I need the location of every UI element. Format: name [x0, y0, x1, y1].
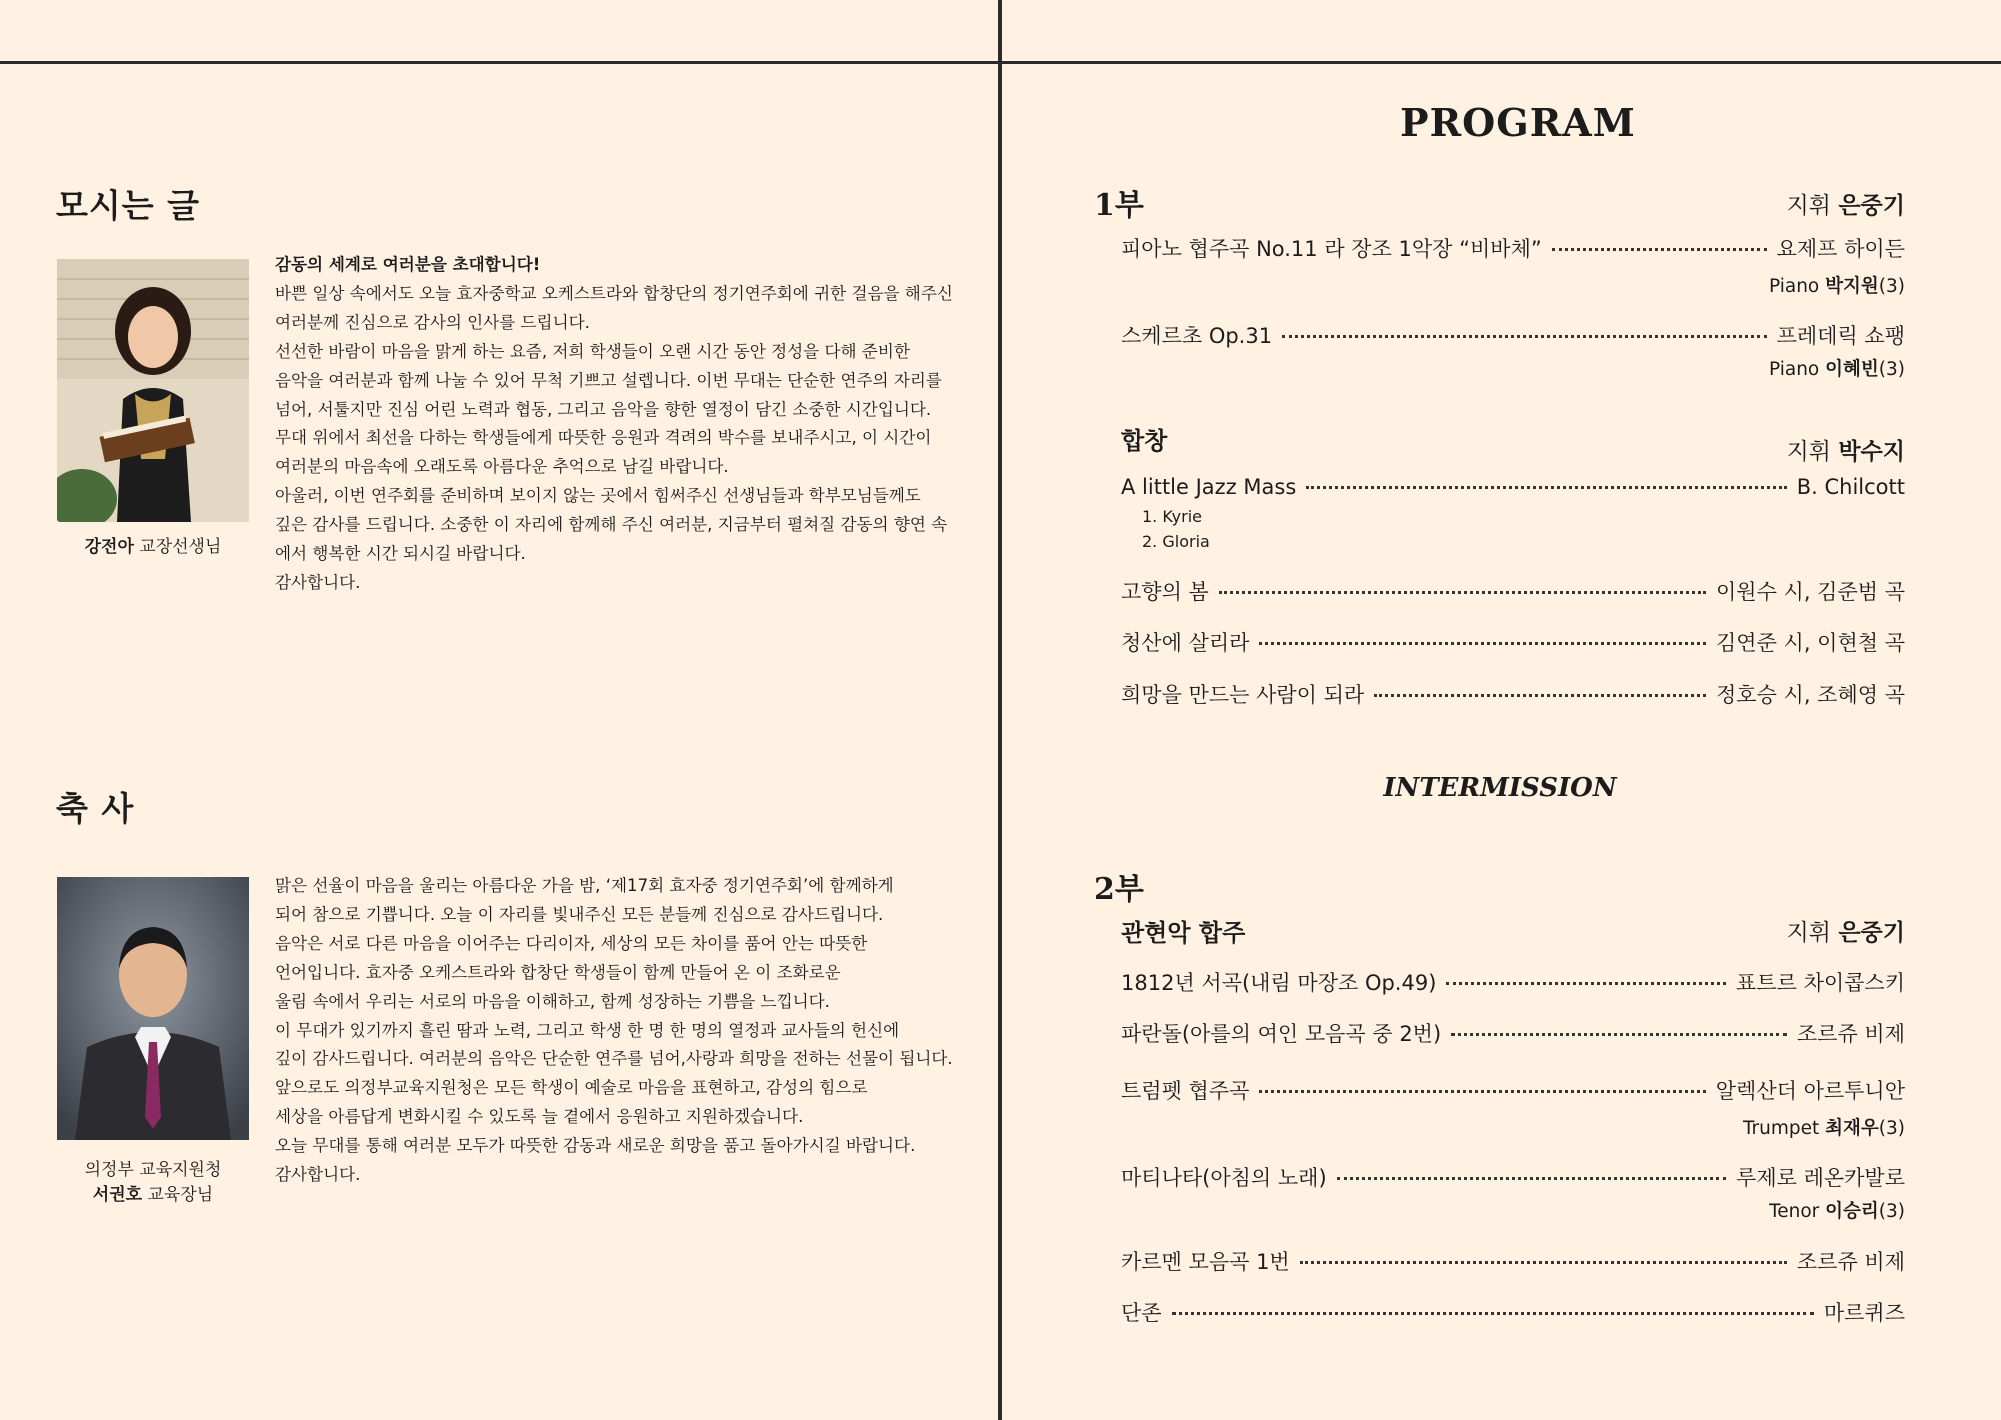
choir-conductor	[1787, 433, 1905, 466]
program-item	[1121, 1075, 1905, 1105]
part2-subhead: 관현악 합주	[1121, 918, 1246, 947]
performer-grade: (3)	[1878, 276, 1905, 297]
composer: 정호승 시, 조혜영 곡	[1716, 683, 1905, 707]
performer	[1769, 355, 1905, 381]
superintendent-photo	[57, 877, 249, 1140]
invitation-heading: 감동의 세계로 여러분을 초대합니다!	[275, 255, 541, 274]
dot-leader	[1446, 982, 1726, 985]
congrats-line: 맑은 선율이 마음을 울리는 아름다운 가을 밤, ‘제17회 효자중 정기연주회’에 함께하게	[275, 876, 894, 895]
intermission-label: INTERMISSION	[1383, 773, 1617, 803]
congrats-title: 축 사	[56, 789, 135, 828]
invitation-line: 바쁜 일상 속에서도 오늘 효자중학교 오케스트라와 합창단의 정기연주회에 귀한 걸음을 해주신	[275, 283, 953, 303]
program-item	[1121, 576, 1905, 606]
dot-leader	[1219, 591, 1706, 594]
program-item	[1121, 1018, 1905, 1048]
congrats-line: 세상을 아름답게 변화시킬 수 있도록 늘 곁에서 응원하고 지원하겠습니다.	[275, 1107, 804, 1127]
invitation-line: 여러분께 진심으로 감사의 인사를 드립니다.	[275, 312, 590, 332]
congrats-line: 울림 속에서 우리는 서로의 마음을 이해하고, 함께 성장하는 기쁨을 느낍니다.	[275, 991, 830, 1011]
principal-photo	[57, 259, 249, 522]
dot-leader	[1172, 1312, 1814, 1315]
invitation-title: 모시는 글	[56, 186, 201, 225]
performer-instrument: Trumpet	[1742, 1118, 1820, 1139]
congrats-line: 감사합니다.	[275, 1165, 361, 1185]
program-item	[1121, 967, 1905, 997]
performer-grade: (3)	[1878, 1118, 1905, 1139]
program-item	[1121, 679, 1905, 709]
invitation-line: 아울러, 이번 연주회를 준비하며 보이지 않는 곳에서 힘써주신 선생님들과 학부모님들께도	[275, 486, 921, 506]
invitation-line: 선선한 바람이 마음을 맑게 하는 요즘, 저희 학생들이 오랜 시간 동안 정성을 다해 준비한	[275, 341, 910, 361]
composer: 프레데릭 쇼팽	[1776, 324, 1905, 348]
dot-leader	[1282, 335, 1767, 338]
piece-title: 파란돌(아를의 여인 모음곡 중 2번)	[1121, 1022, 1442, 1046]
congrats-line: 앞으로도 의정부교육지원청은 모든 학생이 예술로 마음을 표현하고, 감성의 힘으로	[275, 1078, 868, 1098]
program-item	[1121, 233, 1905, 263]
program-title: PROGRAM	[1400, 100, 1636, 145]
piece-title: 고향의 봄	[1121, 580, 1209, 604]
piece-title: 마티나타(아침의 노래)	[1121, 1166, 1327, 1190]
performer-name: 최재우	[1825, 1118, 1879, 1139]
congrats-line: 깊이 감사드립니다. 여러분의 음악은 단순한 연주를 넘어,사랑과 희망을 전하는 선물이 됩니다.	[275, 1049, 953, 1069]
part1-conductor	[1787, 187, 1905, 220]
conductor-name: 은중기	[1838, 920, 1905, 946]
part2-conductor	[1787, 914, 1905, 947]
composer: 조르쥬 비제	[1796, 1022, 1905, 1046]
composer: 마르퀴즈	[1823, 1301, 1905, 1325]
superintendent-caption	[40, 1158, 266, 1208]
composer: 김연준 시, 이현철 곡	[1716, 631, 1905, 655]
invitation-line: 음악을 여러분과 함께 나눌 수 있어 무척 기쁘고 설렙니다. 이번 무대는 단순한 연주의 자리를	[275, 370, 942, 390]
invitation-body	[275, 251, 995, 598]
performer-grade: (3)	[1878, 359, 1905, 380]
movement: 2. Gloria	[1142, 532, 1210, 551]
congrats-line: 되어 참으로 기쁩니다. 오늘 이 자리를 빛내주신 모든 분들께 진심으로 감사드립니다.	[275, 904, 884, 924]
dot-leader	[1552, 248, 1767, 251]
performer	[1769, 272, 1905, 298]
program-item	[1121, 1297, 1905, 1327]
movement: 1. Kyrie	[1142, 507, 1203, 526]
dot-leader	[1306, 486, 1786, 489]
invitation-line: 무대 위에서 최선을 다하는 학생들에게 따뜻한 응원과 격려의 박수를 보내주시고, 이 시간이	[275, 428, 932, 448]
performer-name: 박지원	[1825, 276, 1879, 297]
piece-title: A little Jazz Mass	[1121, 475, 1297, 499]
piece-title: 청산에 살리라	[1121, 631, 1250, 655]
principal-name: 강전아	[84, 537, 134, 557]
superintendent-name: 서권호	[92, 1185, 143, 1205]
dot-leader	[1451, 1033, 1787, 1036]
congrats-line: 오늘 무대를 통해 여러분 모두가 따뜻한 감동과 새로운 희망을 품고 돌아가시길 바랍니다.	[275, 1136, 916, 1156]
part2-label: 2부	[1094, 872, 1144, 907]
dot-leader	[1259, 1090, 1705, 1093]
program-item	[1121, 1246, 1905, 1276]
invitation-line: 여러분의 마음속에 오래도록 아름다운 추억으로 남길 바랍니다.	[275, 457, 729, 477]
superintendent-org: 의정부 교육지원청	[84, 1160, 222, 1180]
dot-leader	[1259, 642, 1706, 645]
center-fold-rule	[998, 0, 1002, 1420]
piece-title: 스케르초 Op.31	[1121, 324, 1273, 348]
piece-title: 트럼펫 협주곡	[1121, 1079, 1250, 1103]
superintendent-role: 교육장님	[147, 1185, 214, 1205]
composer: 알렉산더 아르투니안	[1715, 1079, 1905, 1103]
congrats-line: 언어입니다. 효자중 오케스트라와 합창단 학생들이 함께 만들어 온 이 조화로운	[275, 962, 841, 982]
piece-title: 카르멘 모음곡 1번	[1121, 1250, 1290, 1274]
composer: 요제프 하이든	[1776, 237, 1905, 261]
congrats-line: 이 무대가 있기까지 흘린 땀과 노력, 그리고 학생 한 명 한 명의 열정과 교사들의 헌신에	[275, 1020, 900, 1040]
congrats-line: 음악은 서로 다른 마음을 이어주는 다리이자, 세상의 모든 차이를 품어 안는 따뜻한	[275, 933, 868, 953]
conductor-prefix: 지휘	[1786, 439, 1832, 465]
performer-grade: (3)	[1878, 1201, 1905, 1222]
performer-instrument: Piano	[1768, 276, 1820, 297]
invitation-line: 에서 행복한 시간 되시길 바랍니다.	[275, 544, 526, 564]
composer: 표트르 차이콥스키	[1736, 971, 1905, 995]
part1-label: 1부	[1094, 188, 1144, 223]
performer-name: 이승리	[1825, 1201, 1879, 1222]
conductor-name: 박수지	[1838, 439, 1905, 465]
principal-caption	[40, 535, 266, 560]
invitation-line: 깊은 감사를 드립니다. 소중한 이 자리에 함께해 주신 여러분, 지금부터 펼쳐질 감동의 향연 속	[275, 515, 948, 535]
piece-title: 희망을 만드는 사람이 되라	[1121, 683, 1365, 707]
composer: B. Chilcott	[1796, 475, 1905, 499]
piece-title: 피아노 협주곡 No.11 라 장조 1악장 “비바체”	[1121, 237, 1542, 261]
program-item	[1121, 1162, 1905, 1192]
piece-title: 단존	[1121, 1301, 1162, 1325]
performer	[1769, 1197, 1905, 1223]
program-item	[1121, 320, 1905, 350]
invitation-line: 넘어, 서툴지만 진심 어린 노력과 협동, 그리고 음악을 향한 열정이 담긴 소중한 시간입니다.	[275, 399, 932, 419]
performer-instrument: Tenor	[1769, 1201, 1820, 1222]
conductor-prefix: 지휘	[1786, 920, 1832, 946]
choir-label: 합창	[1121, 426, 1168, 455]
performer-name: 이혜빈	[1825, 359, 1879, 380]
dot-leader	[1337, 1177, 1726, 1180]
composer: 이원수 시, 김준범 곡	[1716, 580, 1905, 604]
dot-leader	[1300, 1261, 1787, 1264]
performer-instrument: Piano	[1768, 359, 1820, 380]
performer	[1743, 1114, 1905, 1140]
program-item	[1121, 475, 1905, 499]
composer: 루제로 레온카발로	[1736, 1166, 1905, 1190]
dot-leader	[1374, 694, 1706, 697]
congrats-body	[275, 872, 995, 1190]
conductor-prefix: 지휘	[1786, 193, 1832, 219]
program-item	[1121, 627, 1905, 657]
conductor-name: 은중기	[1838, 193, 1905, 219]
composer: 조르쥬 비제	[1796, 1250, 1905, 1274]
invitation-line: 감사합니다.	[275, 572, 361, 592]
piece-title: 1812년 서곡(내림 마장조 Op.49)	[1121, 971, 1437, 995]
principal-role: 교장선생님	[139, 537, 222, 557]
